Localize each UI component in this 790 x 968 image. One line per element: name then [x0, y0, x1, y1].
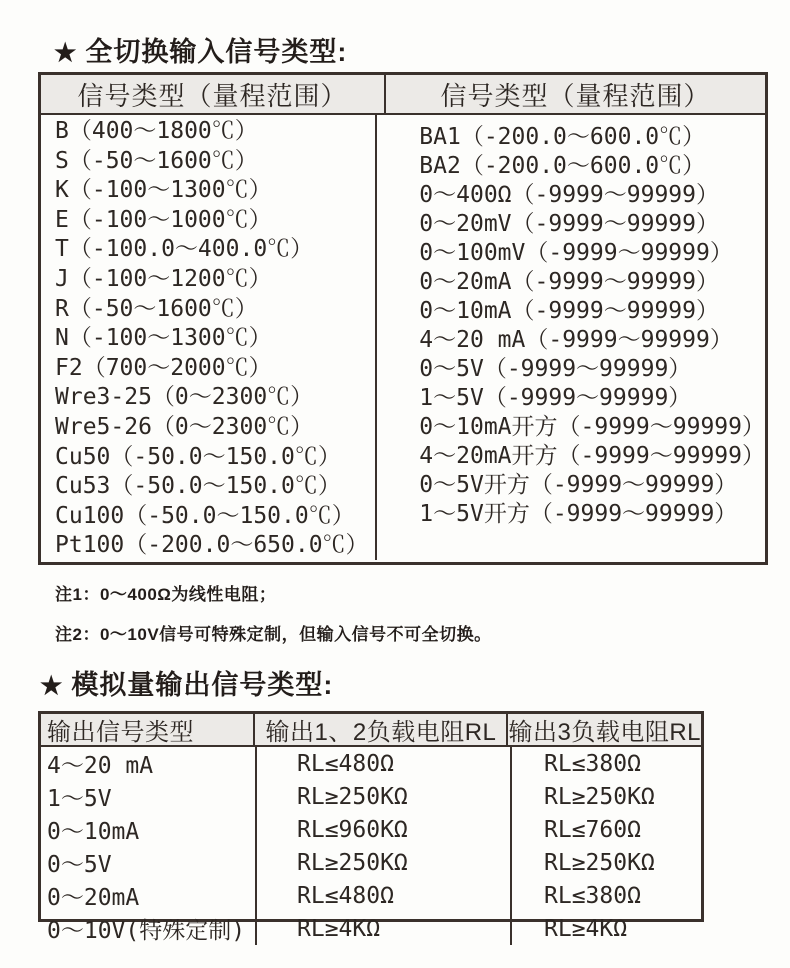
signal-range-item: 4～20mA开方（-9999～99999）	[419, 443, 765, 469]
input-signal-table-body	[41, 115, 765, 560]
table-cell: 0～5V	[41, 846, 257, 879]
table-cell: 1～5V	[41, 780, 257, 813]
star-icon: ★	[54, 39, 78, 67]
signal-range-item: BA1（-200.0～600.0℃）	[419, 124, 706, 150]
table-cell: RL≤480Ω	[257, 747, 512, 780]
input-signal-column-linear	[377, 115, 765, 560]
input-signal-section-title	[54, 30, 347, 69]
signal-range-item: 0～5V（-9999～99999）	[419, 356, 692, 382]
header-cell-output-type: 输出信号类型	[41, 714, 255, 745]
signal-range-item: BA2（-200.0～600.0℃）	[419, 153, 706, 179]
signal-range-item: S（-50～1600℃）	[55, 147, 258, 174]
output-signal-table-header	[41, 714, 701, 747]
signal-range-item: E（-100～1000℃）	[55, 206, 272, 233]
input-signal-table	[38, 72, 768, 565]
table-cell: RL≥250KΩ	[257, 846, 512, 879]
output-signal-table	[38, 711, 704, 944]
signal-range-item: T（-100.0～400.0℃）	[55, 236, 314, 263]
signal-range-item: 0～400Ω（-9999～99999）	[419, 182, 719, 208]
section-title-text: 模拟量输出信号类型:	[71, 670, 334, 700]
signal-range-item: 1～5V开方（-9999～99999）	[419, 501, 738, 527]
star-icon: ★	[40, 672, 64, 700]
signal-range-item: Wre5-26（0～2300℃）	[55, 413, 314, 440]
signal-range-item: 0～20mA（-9999～99999）	[419, 269, 719, 295]
signal-range-item: R（-50～1600℃）	[55, 295, 258, 322]
note-1: 注1：0～400Ω为线性电阻；	[55, 585, 277, 604]
input-signal-column-thermocouple	[41, 115, 377, 560]
section-title-text: 全切换输入信号类型:	[85, 37, 348, 67]
signal-range-item: 0～20mV（-9999～99999）	[419, 211, 719, 237]
signal-range-item: F2（700～2000℃）	[55, 354, 272, 381]
signal-range-item: 0～10mA（-9999～99999）	[419, 298, 719, 324]
table-cell: RL≤760Ω	[544, 816, 641, 843]
signal-range-item: Cu50（-50.0～150.0℃）	[55, 443, 341, 470]
table-cell: RL≥250KΩ	[544, 849, 655, 876]
table-cell: 4～20 mA	[41, 747, 257, 780]
table-cell: RL≤480Ω	[257, 879, 512, 912]
table-cell: RL≤380Ω	[544, 882, 641, 909]
signal-range-item: 0～100mV（-9999～99999）	[419, 240, 733, 266]
signal-range-item: 1～5V（-9999～99999）	[419, 385, 692, 411]
table-cell: RL≥4KΩ	[257, 912, 512, 945]
header-cell-load-resistance-1-2: 输出1、2负载电阻RL	[255, 714, 508, 745]
header-cell-signal-type-left: 信号类型（量程范围）	[41, 75, 386, 113]
output-signal-section-title	[40, 663, 333, 702]
signal-range-item: Pt100（-200.0～650.0℃）	[55, 532, 369, 559]
table-row	[41, 747, 701, 780]
table-cell: 0～10mA	[41, 813, 257, 846]
signal-range-item: J（-100～1200℃）	[55, 265, 272, 292]
table-cell: 0～10V(特殊定制)	[41, 912, 257, 945]
signal-range-item: Cu53（-50.0～150.0℃）	[55, 473, 341, 500]
table-cell: RL≤960KΩ	[257, 813, 512, 846]
table-row	[41, 879, 701, 912]
table-cell: RL≥250KΩ	[544, 783, 655, 810]
signal-range-item: 0～5V开方（-9999～99999）	[419, 472, 738, 498]
table-cell: RL≥4KΩ	[544, 915, 628, 942]
table-cell: RL≥250KΩ	[257, 780, 512, 813]
output-signal-table-body	[41, 747, 701, 945]
signal-range-item: Wre3-25（0～2300℃）	[55, 384, 314, 411]
signal-range-item: 4～20 mA（-9999～99999）	[419, 327, 733, 353]
signal-range-item: N（-100～1300℃）	[55, 325, 272, 352]
note-2: 注2：0～10V信号可特殊定制，但输入信号不可全切换。	[55, 625, 492, 644]
signal-range-item: Cu100（-50.0～150.0℃）	[55, 502, 355, 529]
header-cell-load-resistance-3: 输出3负载电阻RL	[508, 719, 701, 746]
signal-range-item: B（400～1800℃）	[55, 118, 258, 144]
signal-range-item: K（-100～1300℃）	[55, 177, 272, 204]
input-signal-table-header	[41, 75, 765, 115]
table-row	[41, 813, 701, 846]
header-cell-signal-type-right: 信号类型（量程范围）	[440, 80, 711, 111]
table-row	[41, 780, 701, 813]
table-cell: RL≤380Ω	[544, 750, 641, 777]
table-row	[41, 846, 701, 879]
table-row	[41, 912, 701, 945]
table-cell: 0～20mA	[41, 879, 257, 912]
signal-range-item: 0～10mA开方（-9999～99999）	[419, 414, 765, 440]
